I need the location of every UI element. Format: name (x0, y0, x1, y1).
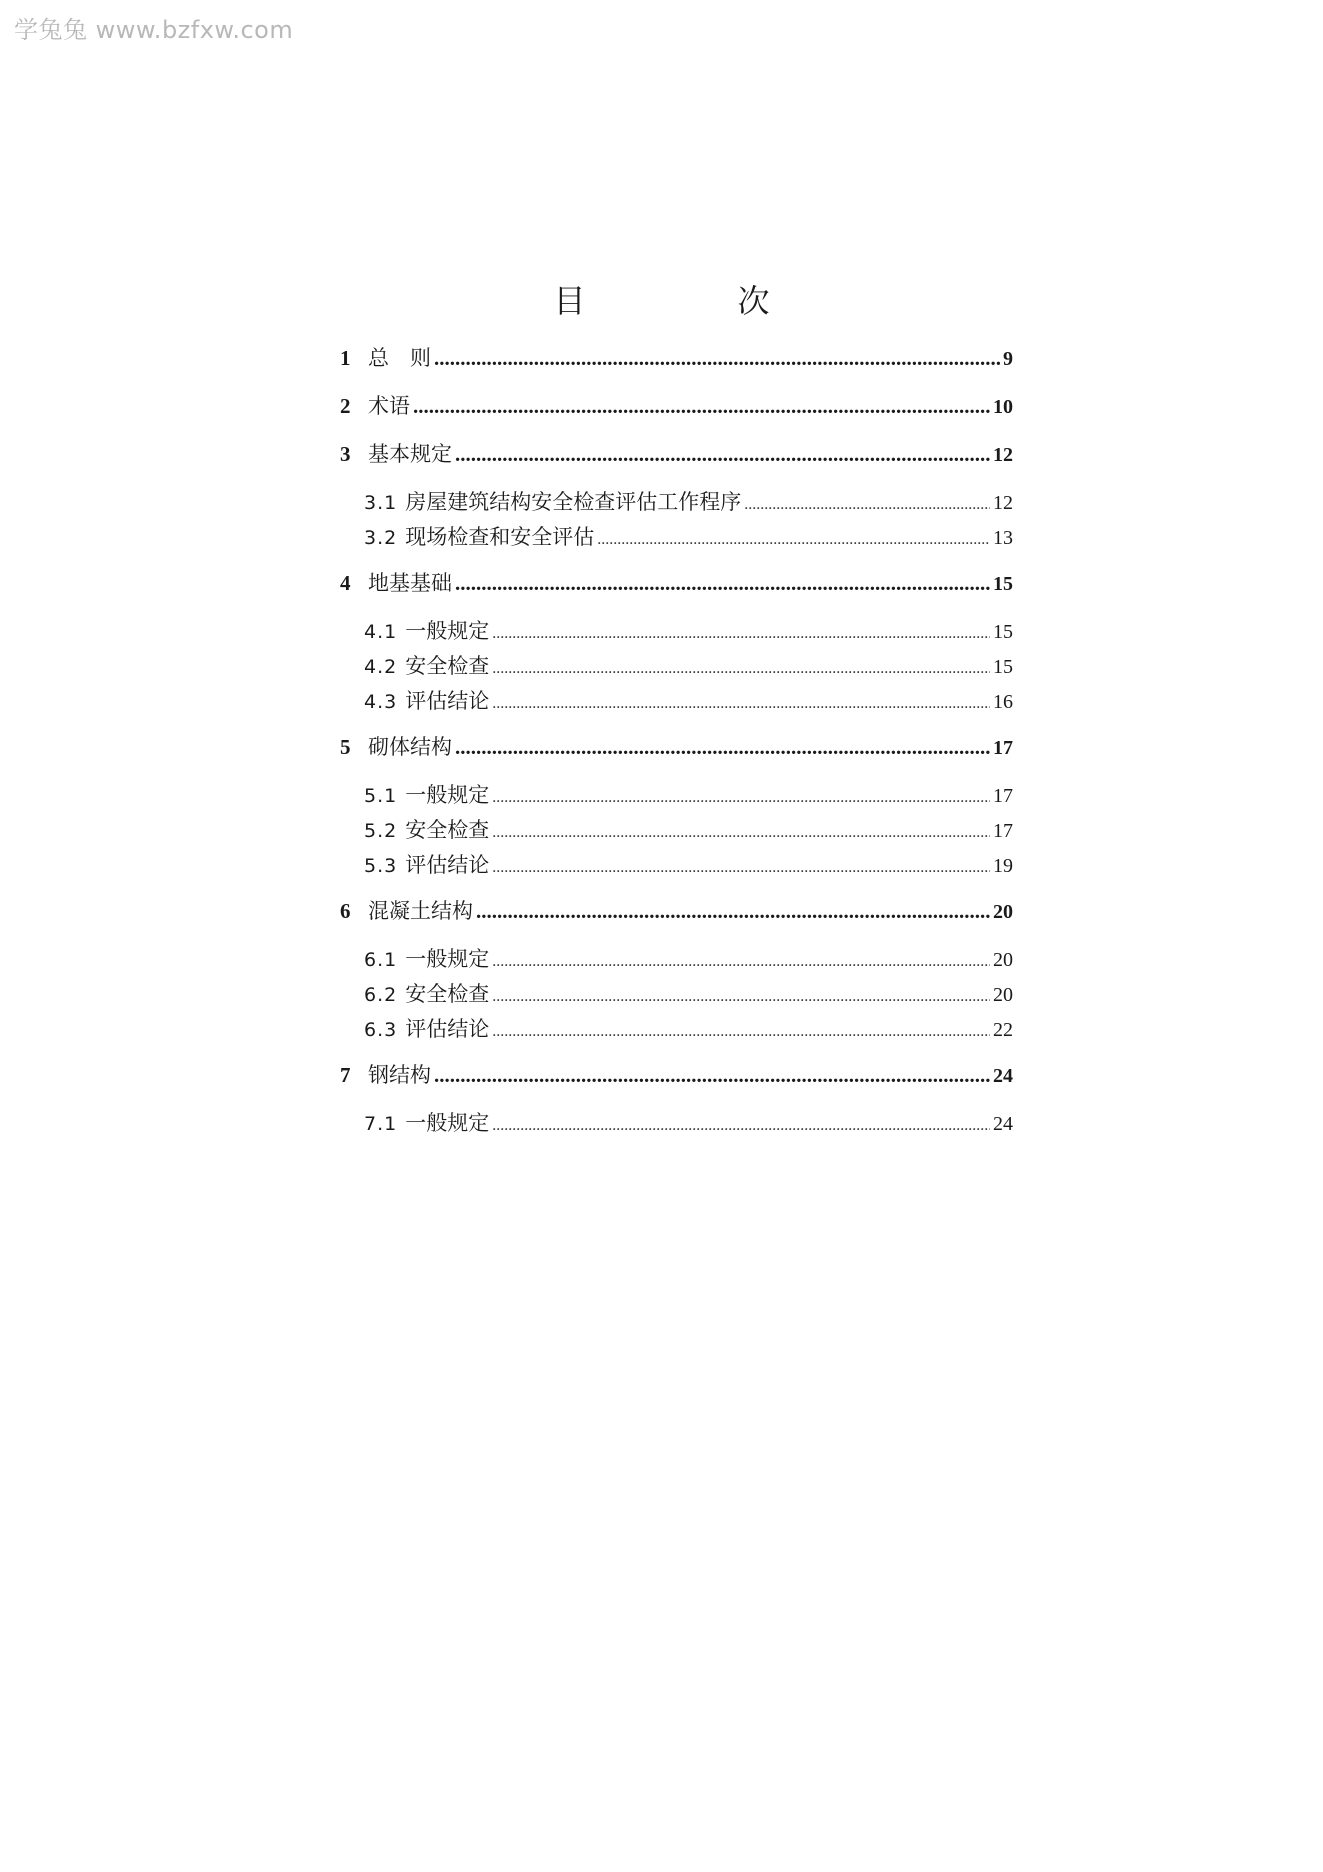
section-number: 6.3 (364, 1019, 398, 1041)
toc-chapter-4[interactable] (340, 567, 1013, 615)
chapter-number: 1 (340, 346, 351, 370)
toc-chapter-7[interactable] (340, 1059, 1013, 1107)
chapter-number: 3 (340, 442, 351, 466)
watermark-text: 学兔兔 www.bzfxw.com (14, 16, 294, 44)
table-of-contents (340, 342, 1013, 1142)
toc-section-7-1[interactable] (340, 1107, 1013, 1142)
toc-section-3-2[interactable] (340, 521, 1013, 567)
dot-leader (434, 346, 1000, 371)
toc-section-3-1[interactable] (340, 486, 1013, 521)
dot-leader (492, 988, 990, 1006)
page-number: 17 (993, 785, 1013, 807)
dot-leader (492, 695, 990, 713)
chapter-number: 4 (340, 571, 351, 595)
page-number: 15 (993, 656, 1013, 678)
section-title: 安全检查 (405, 982, 490, 1006)
page-number: 20 (993, 984, 1013, 1006)
toc-chapter-3[interactable] (340, 438, 1013, 486)
page-number: 10 (993, 396, 1013, 418)
page-number: 17 (993, 820, 1013, 842)
chapter-number: 2 (340, 394, 351, 418)
chapter-title: 混凝土结构 (368, 899, 473, 923)
section-title: 安全检查 (405, 654, 490, 678)
dot-leader (492, 660, 990, 678)
page-number: 20 (993, 949, 1013, 971)
section-title: 一般规定 (405, 947, 490, 971)
toc-chapter-6[interactable] (340, 895, 1013, 943)
dot-leader (492, 789, 990, 807)
section-number: 5.3 (364, 855, 398, 877)
toc-chapter-1[interactable] (340, 342, 1013, 390)
section-number: 5.1 (364, 785, 398, 807)
dot-leader (455, 442, 990, 467)
page-number: 15 (993, 573, 1013, 595)
page-number: 19 (993, 855, 1013, 877)
dot-leader (492, 625, 990, 643)
section-number: 5.2 (364, 820, 398, 842)
page-number: 24 (993, 1113, 1013, 1135)
section-number: 6.1 (364, 949, 398, 971)
section-number: 3.2 (364, 527, 398, 549)
page-number: 13 (993, 527, 1013, 549)
dot-leader (492, 1023, 990, 1041)
section-title: 一般规定 (405, 1111, 490, 1135)
dot-leader (455, 571, 990, 596)
section-number: 3.1 (364, 492, 398, 514)
section-number: 4.2 (364, 656, 398, 678)
dot-leader (476, 899, 990, 924)
chapter-title: 基本规定 (368, 442, 452, 466)
section-title: 评估结论 (405, 1017, 490, 1041)
chapter-title: 总 则 (368, 346, 431, 370)
toc-section-4-1[interactable] (340, 615, 1013, 650)
dot-leader (434, 1063, 990, 1088)
page-number: 15 (993, 621, 1013, 643)
dot-leader (492, 953, 990, 971)
section-title: 评估结论 (405, 853, 490, 877)
section-number: 7.1 (364, 1113, 398, 1135)
section-title: 一般规定 (405, 783, 490, 807)
dot-leader (597, 531, 990, 549)
dot-leader (492, 1117, 990, 1135)
toc-section-4-2[interactable] (340, 650, 1013, 685)
toc-section-5-3[interactable] (340, 849, 1013, 895)
dot-leader (413, 394, 990, 419)
page-number: 12 (993, 444, 1013, 466)
chapter-title: 术语 (368, 394, 410, 418)
page-number: 12 (993, 492, 1013, 514)
page-number: 24 (993, 1065, 1013, 1087)
toc-section-6-2[interactable] (340, 978, 1013, 1013)
toc-section-4-3[interactable] (340, 685, 1013, 731)
chapter-number: 7 (340, 1063, 351, 1087)
dot-leader (455, 735, 990, 760)
section-title: 评估结论 (405, 689, 490, 713)
section-number: 4.1 (364, 621, 398, 643)
section-title: 房屋建筑结构安全检查评估工作程序 (405, 490, 742, 514)
section-title: 一般规定 (405, 619, 490, 643)
toc-chapter-2[interactable] (340, 390, 1013, 438)
page-number: 16 (993, 691, 1013, 713)
chapter-number: 6 (340, 899, 351, 923)
page-number: 22 (993, 1019, 1013, 1041)
toc-section-6-1[interactable] (340, 943, 1013, 978)
dot-leader (492, 859, 990, 877)
toc-section-5-2[interactable] (340, 814, 1013, 849)
section-number: 6.2 (364, 984, 398, 1006)
dot-leader (744, 496, 990, 514)
toc-section-5-1[interactable] (340, 779, 1013, 814)
toc-title: 目 次 (553, 282, 830, 320)
chapter-title: 砌体结构 (368, 735, 452, 759)
toc-chapter-5[interactable] (340, 731, 1013, 779)
dot-leader (492, 824, 990, 842)
chapter-title: 钢结构 (368, 1063, 431, 1087)
toc-section-6-3[interactable] (340, 1013, 1013, 1059)
page-number: 20 (993, 901, 1013, 923)
section-number: 4.3 (364, 691, 398, 713)
section-title: 安全检查 (405, 818, 490, 842)
page-number: 9 (1003, 348, 1013, 370)
chapter-title: 地基基础 (368, 571, 452, 595)
chapter-number: 5 (340, 735, 351, 759)
page-number: 17 (993, 737, 1013, 759)
section-title: 现场检查和安全评估 (405, 525, 595, 549)
